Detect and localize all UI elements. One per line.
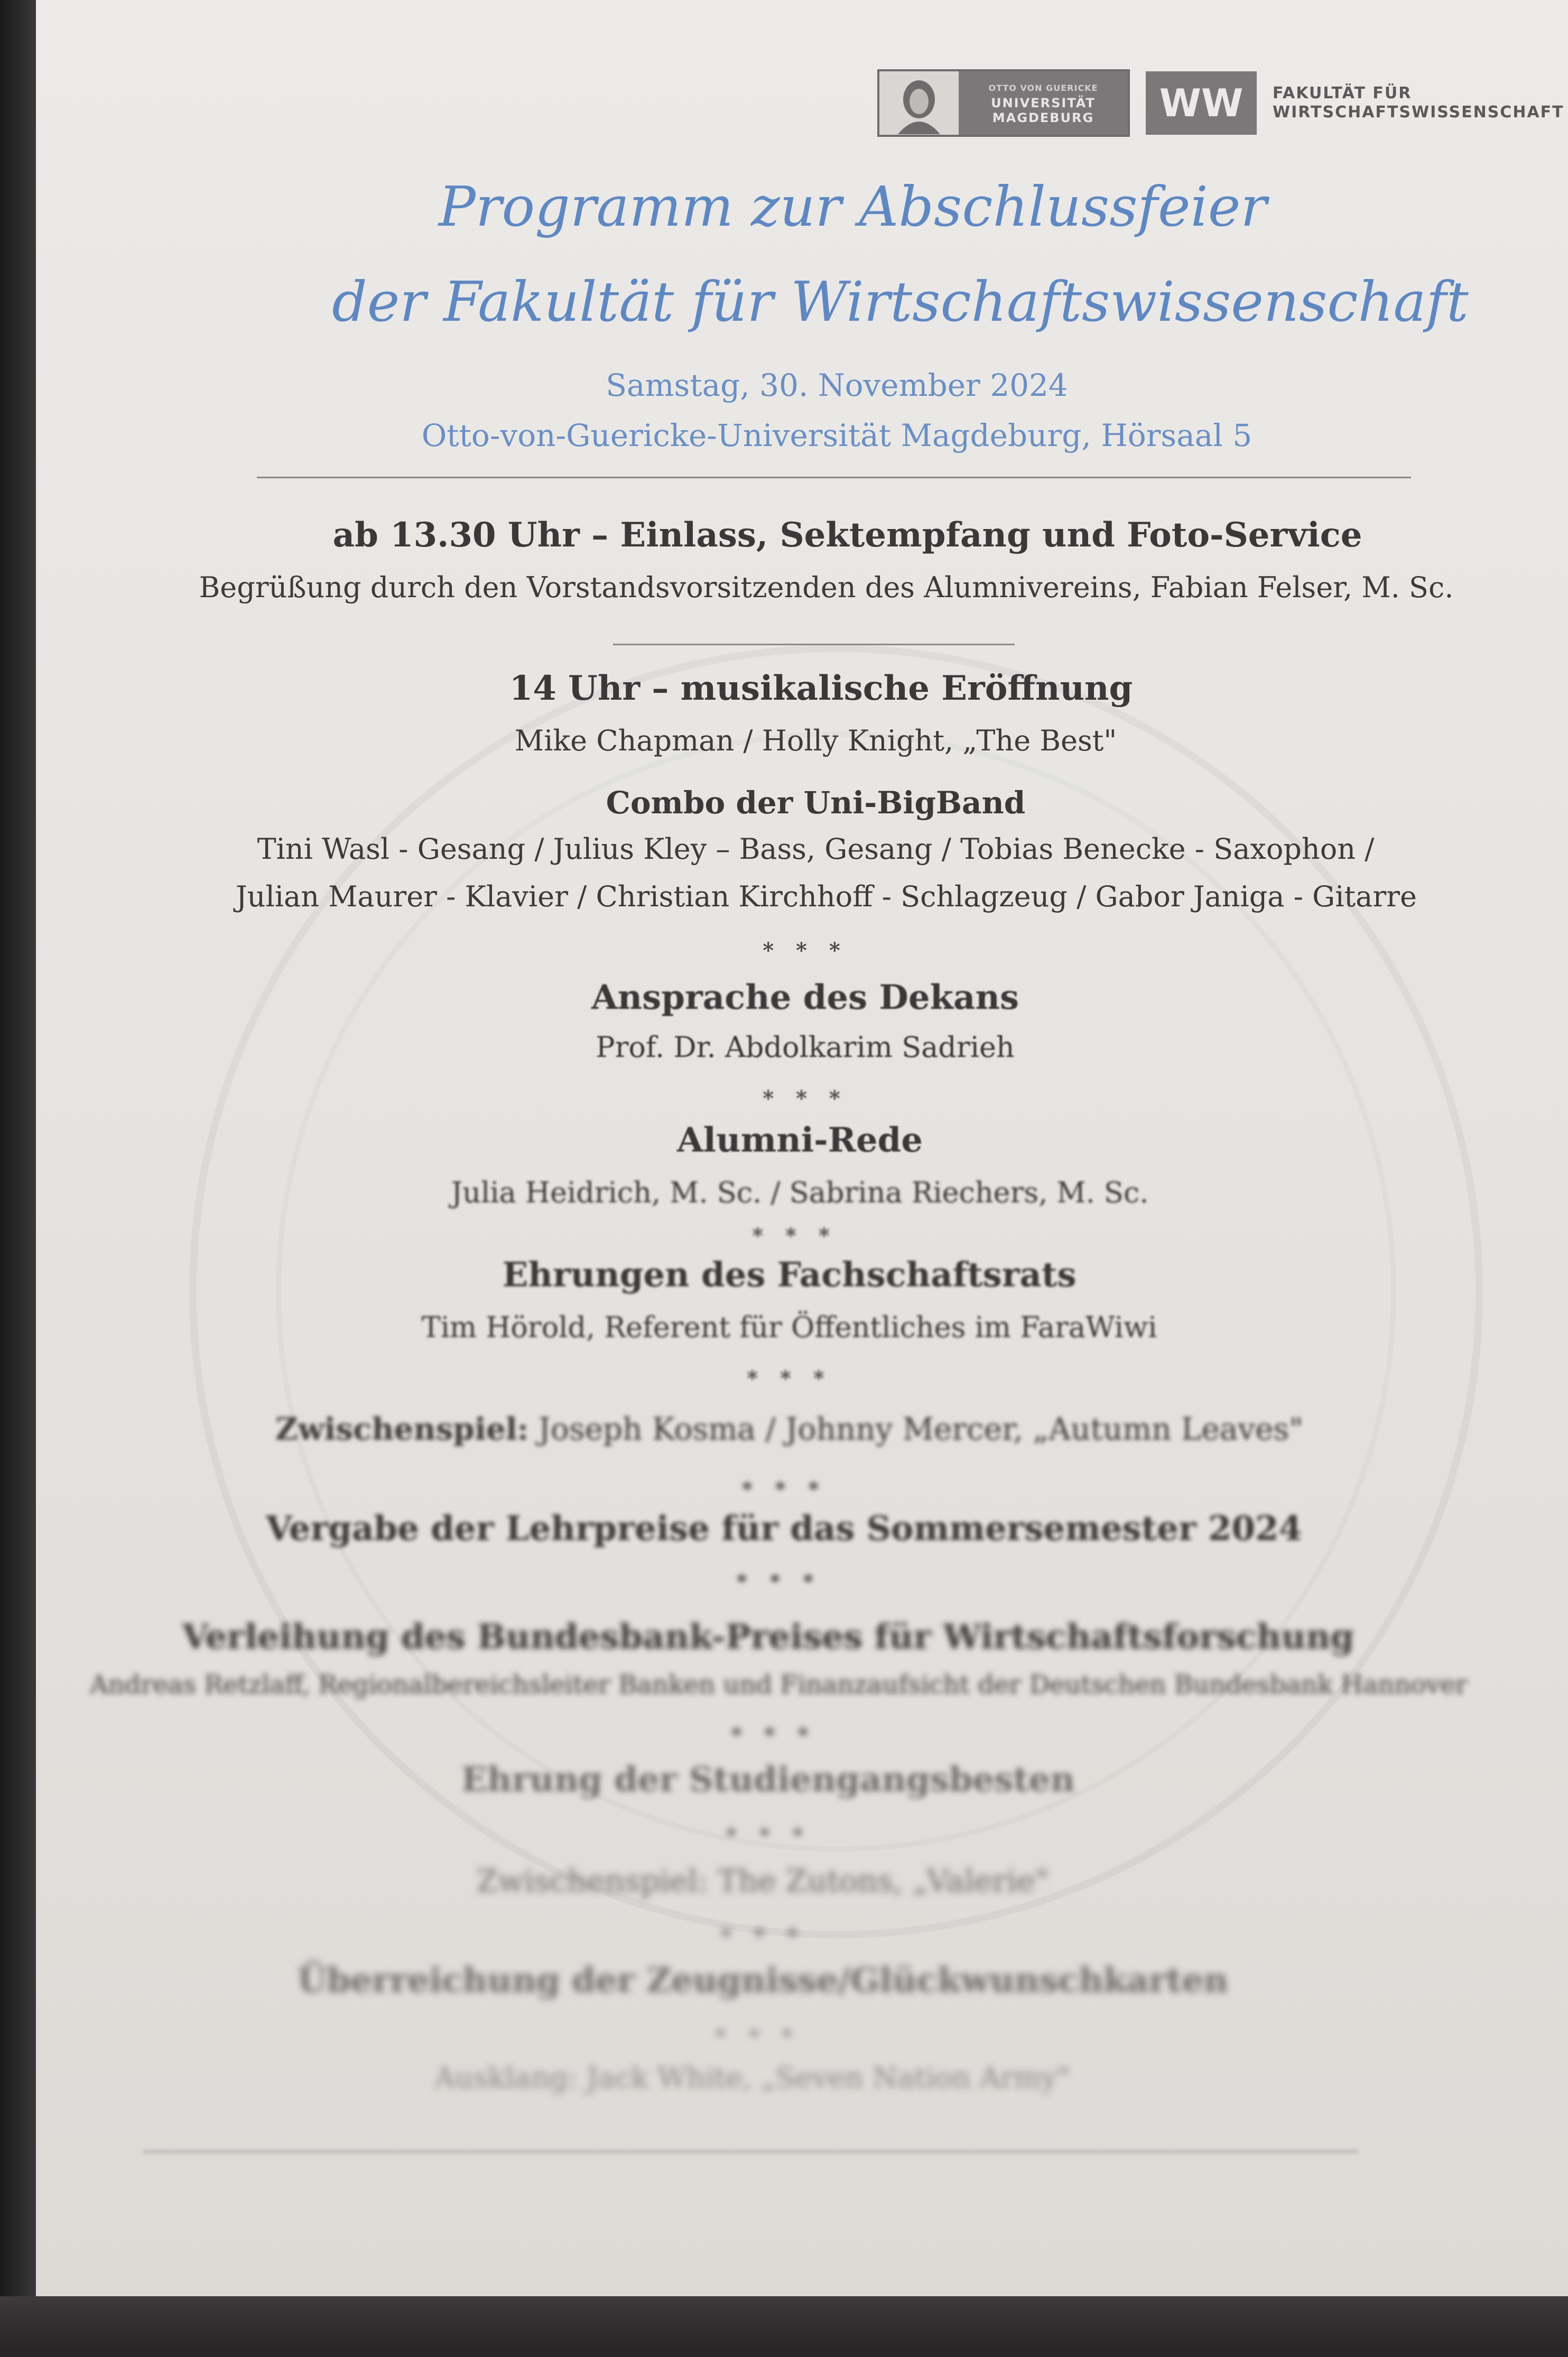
fachschaft-heading: Ehrungen des Fachschaftsrats: [502, 1255, 1077, 1295]
ausklang-text: Ausklang: Jack White, „Seven Nation Army": [434, 2061, 1071, 2094]
ovgu-logo-small: OTTO VON GUERICKE: [988, 83, 1098, 93]
table-edge-bottom: [0, 2296, 1568, 2357]
separator: * * *: [752, 1223, 837, 1248]
separator: * * *: [731, 1723, 816, 1748]
bottom-divider: [143, 2151, 1358, 2152]
zwischenspiel1-piece: Joseph Kosma / Johnny Mercer, „Autumn Leaves": [538, 1411, 1303, 1447]
separator: * * *: [720, 1924, 805, 1948]
separator: * * *: [736, 1570, 821, 1594]
dekan-name: Prof. Dr. Abdolkarim Sadrieh: [596, 1031, 1015, 1064]
event-venue: Otto-von-Guericke-Universität Magdeburg, Hörsaal 5: [421, 417, 1252, 453]
separator: * * *: [715, 2024, 800, 2049]
eroeffnung-piece: Mike Chapman / Holly Knight, „The Best": [514, 724, 1117, 757]
fachschaft-name: Tim Hörold, Referent für Öffentliches im FaraWiwi: [421, 1311, 1157, 1344]
studiengang-heading: Ehrung der Studiengangsbesten: [461, 1760, 1075, 1799]
separator: * * *: [747, 1366, 832, 1391]
separator: * * *: [763, 938, 848, 963]
title-divider: [257, 477, 1411, 478]
title-line2: der Fakultät für Wirtschaftswissenschaft: [332, 270, 1469, 334]
dekan-heading: Ansprache des Dekans: [591, 978, 1019, 1017]
combo-members-line2: Julian Maurer - Klavier / Christian Kirchhoff - Schlagzeug / Gabor Janiga - Gitarre: [236, 880, 1417, 913]
einlass-heading: ab 13.30 Uhr – Einlass, Sektempfang und Foto-Service: [332, 515, 1362, 555]
begruessung-text: Begrüßung durch den Vorstandsvorsitzenden des Alumnivereins, Fabian Felser, M. Sc.: [199, 571, 1454, 604]
alumni-heading: Alumni-Rede: [677, 1120, 923, 1160]
eroeffnung-heading: 14 Uhr – musikalische Eröffnung: [509, 669, 1133, 708]
guericke-portrait-icon: [879, 71, 959, 135]
section-divider: [613, 644, 1015, 645]
ovgu-logo: [877, 69, 1130, 137]
title-line1: Programm zur Abschlussfeier: [438, 174, 1267, 239]
ovgu-logo-line1: UNIVERSITÄT: [991, 96, 1096, 110]
header-logos: [877, 69, 1564, 137]
zeugnisse-heading: Überreichung der Zeugnisse/Glückwunschkarten: [297, 1961, 1229, 2000]
zwischenspiel1: [5, 1411, 1568, 1447]
faculty-name: FAKULTÄT FÜR WIRTSCHAFTSWISSENSCHAFT: [1273, 84, 1564, 122]
combo-members-line1: Tini Wasl - Gesang / Julius Kley – Bass, Gesang / Tobias Benecke - Saxophon /: [257, 832, 1375, 866]
combo-heading: Combo der Uni-BigBand: [606, 785, 1026, 821]
bundesbank-name: Andreas Retzlaff, Regionalbereichsleiter Banken und Finanzaufsicht der Deutschen Bundesbank Hannover: [90, 1670, 1468, 1700]
separator: * * *: [726, 1823, 811, 1848]
ww-logo: WW: [1146, 71, 1257, 135]
lehrpreise-heading: Vergabe der Lehrpreise für das Sommersemester 2024: [265, 1509, 1303, 1548]
bundesbank-heading: Verleihung des Bundesbank-Preises für Wirtschaftsforschung: [182, 1617, 1354, 1657]
zwischenspiel1-label: Zwischenspiel:: [275, 1411, 529, 1447]
event-date: Samstag, 30. November 2024: [606, 367, 1068, 403]
separator: * * *: [763, 1086, 848, 1111]
zwischenspiel2: Zwischenspiel: The Zutons, „Valerie": [477, 1863, 1049, 1899]
separator: * * *: [741, 1477, 827, 1502]
alumni-names: Julia Heidrich, M. Sc. / Sabrina Riechers, M. Sc.: [451, 1176, 1149, 1209]
ovgu-logo-line2: MAGDEBURG: [992, 110, 1094, 125]
